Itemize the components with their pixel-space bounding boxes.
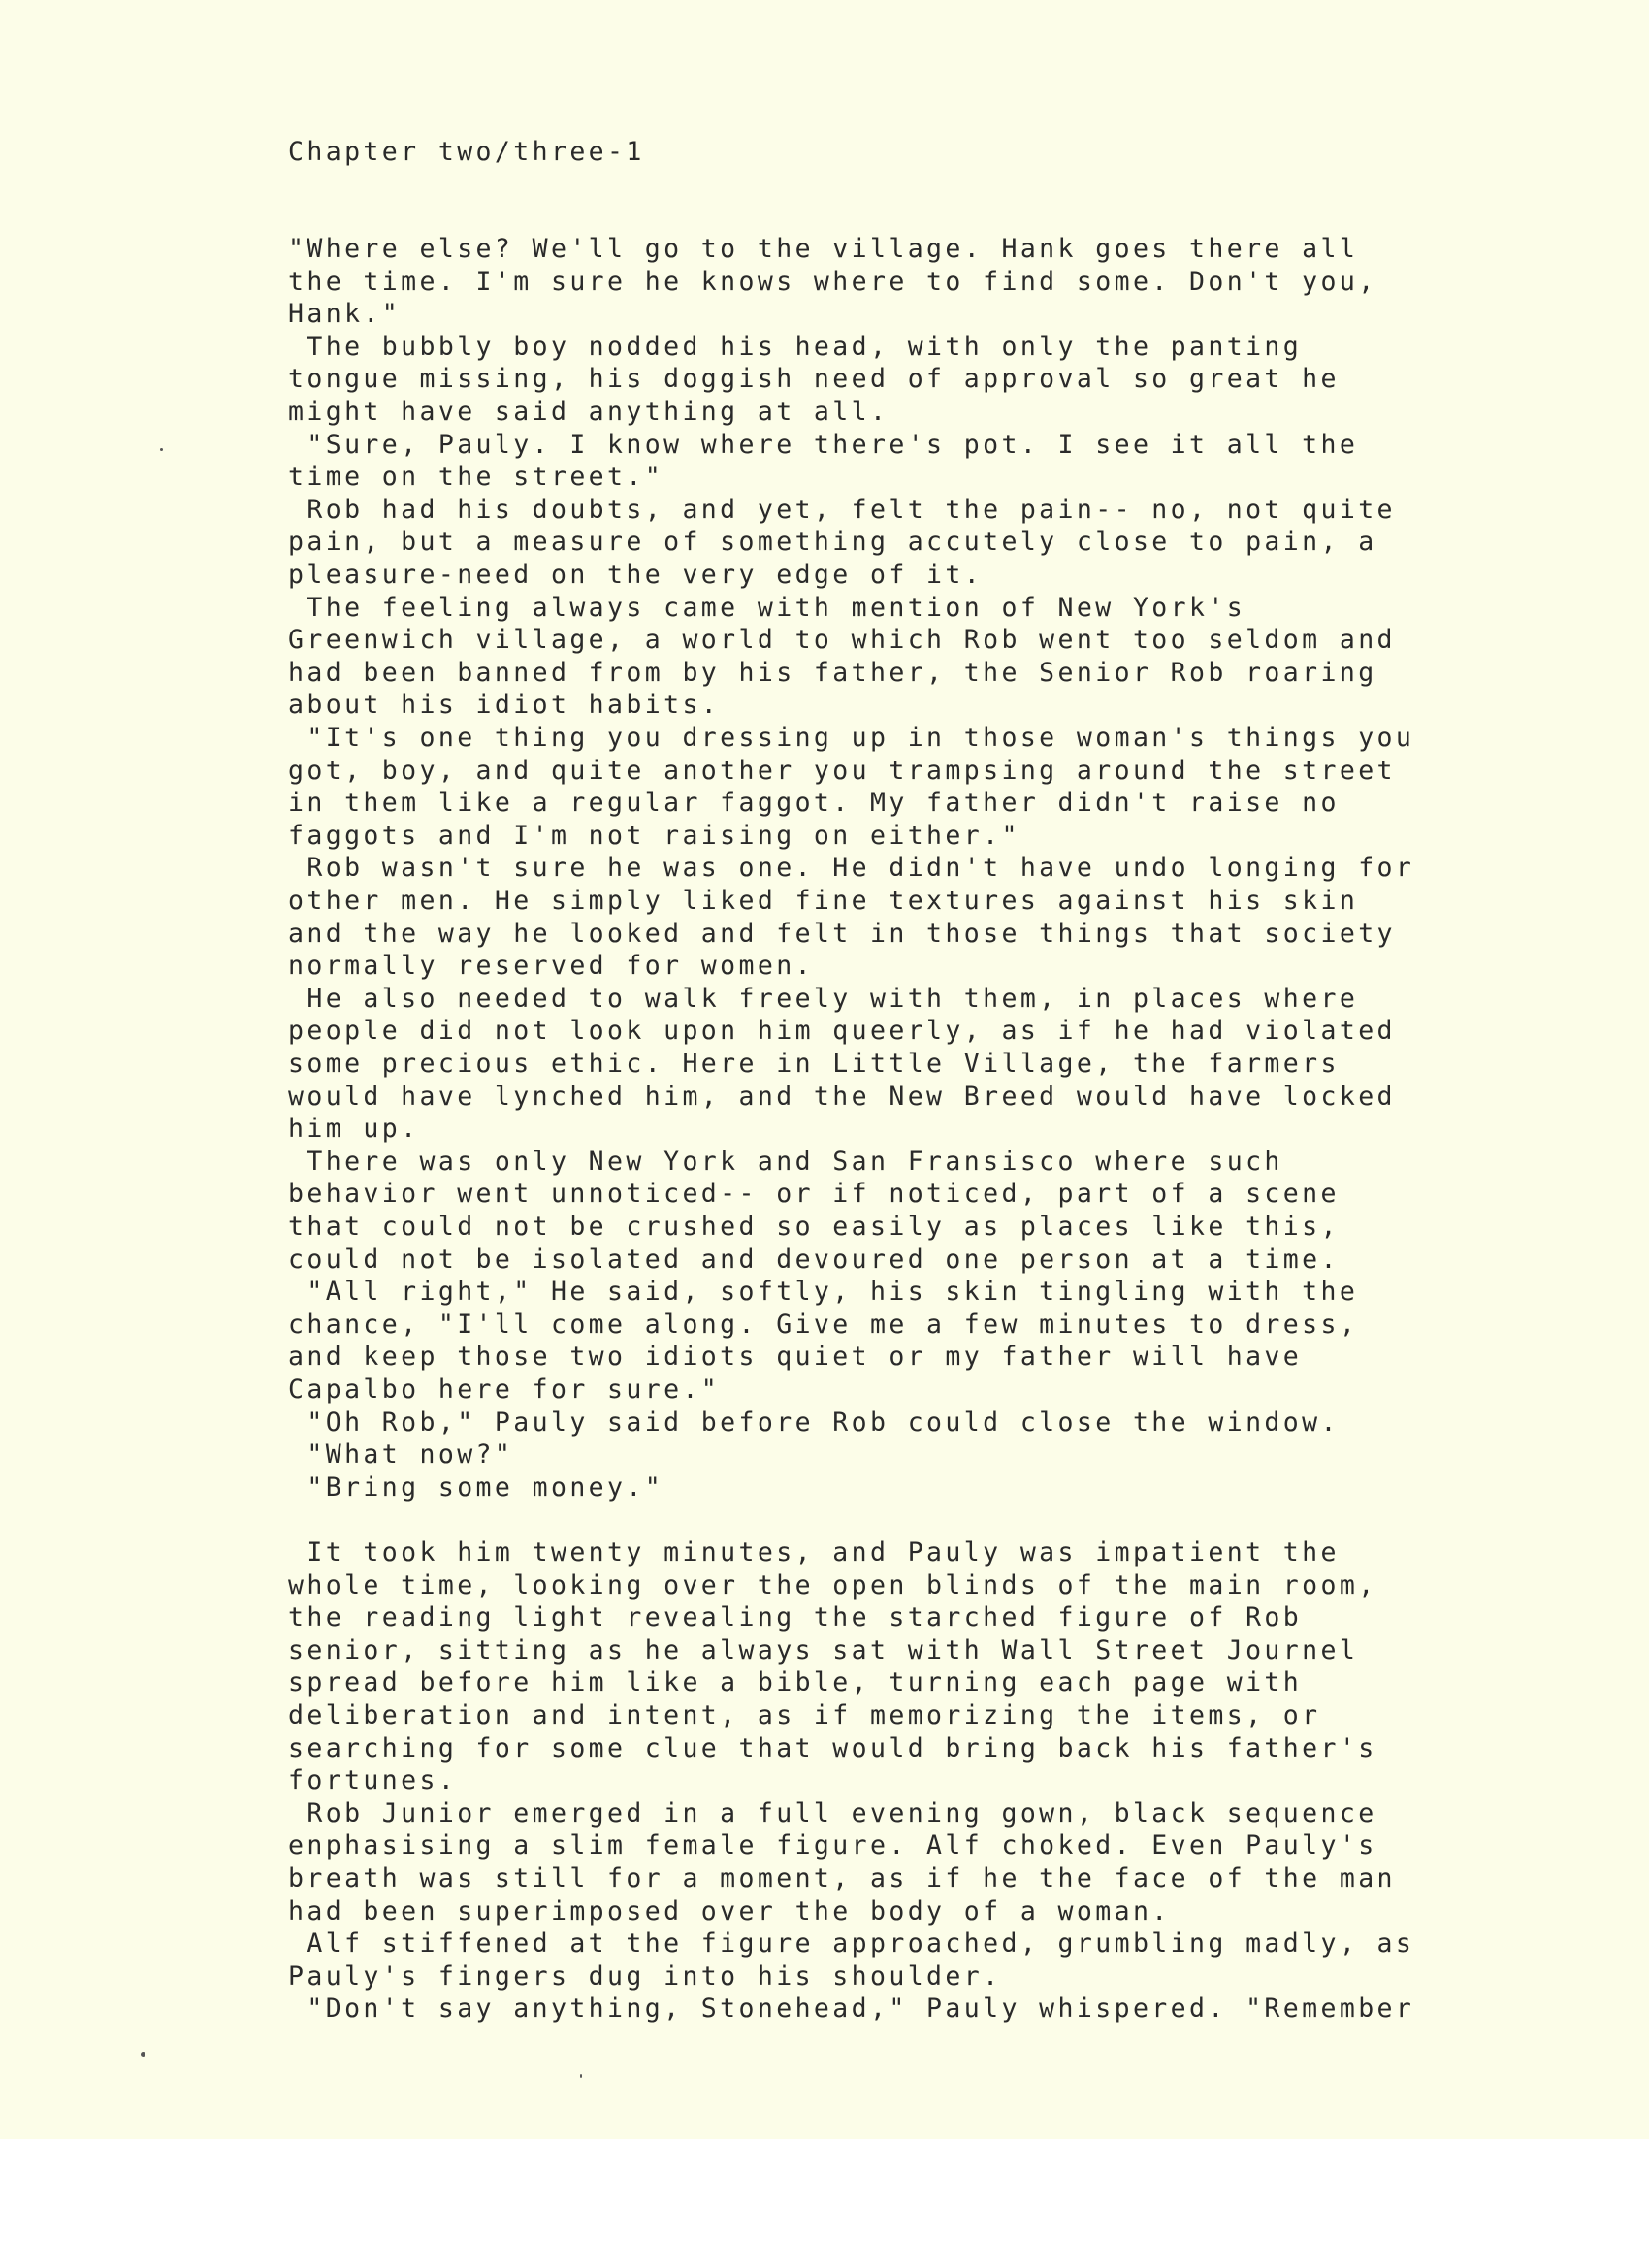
text-line: in them like a regular faggot. My father didn't raise no: [288, 788, 1340, 818]
text-line: Rob wasn't sure he was one. He didn't have undo longing for: [288, 853, 1415, 883]
text-line: breath was still for a moment, as if he the face of the man: [288, 1863, 1396, 1894]
text-line: had been superimposed over the body of a woman.: [288, 1896, 1171, 1927]
text-line: some precious ethic. Here in Little Village, the farmers: [288, 1049, 1340, 1079]
text-line: "Where else? We'll go to the village. Hank goes there all: [288, 234, 1359, 264]
text-line: searching for some clue that would bring back his father's: [288, 1733, 1377, 1764]
text-line: the time. I'm sure he knows where to find some. Don't you,: [288, 267, 1377, 297]
text-line: Capalbo here for sure.": [288, 1375, 721, 1405]
text-line: "Sure, Pauly. I know where there's pot. I see it all the: [288, 430, 1359, 460]
chapter-header: Chapter two/three-1: [288, 137, 645, 167]
text-line: enphasising a slim female figure. Alf choked. Even Pauly's: [288, 1831, 1377, 1861]
text-line: faggots and I'm not raising on either.": [288, 821, 1020, 851]
text-line: normally reserved for women.: [288, 951, 814, 981]
text-line: spread before him like a bible, turning each page with: [288, 1668, 1303, 1698]
text-line: He also needed to walk freely with them, in places where: [288, 984, 1359, 1014]
text-line: pleasure-need on the very edge of it.: [288, 560, 984, 590]
paper-speck: [160, 448, 163, 451]
text-line: got, boy, and quite another you trampsing around the street: [288, 756, 1396, 786]
text-line: and the way he looked and felt in those things that society: [288, 919, 1396, 949]
text-line: deliberation and intent, as if memorizing the items, or: [288, 1701, 1321, 1731]
text-line: "What now?": [288, 1440, 514, 1470]
text-line: The feeling always came with mention of New York's: [288, 593, 1246, 623]
text-line: Rob Junior emerged in a full evening gown, black sequence: [288, 1798, 1377, 1829]
text-line: about his idiot habits.: [288, 690, 721, 720]
text-line: "All right," He said, softly, his skin tingling with the: [288, 1277, 1359, 1307]
text-line: and keep those two idiots quiet or my father will have: [288, 1342, 1303, 1372]
text-line: chance, "I'll come along. Give me a few minutes to dress,: [288, 1310, 1359, 1340]
text-line: Greenwich village, a world to which Rob went too seldom and: [288, 625, 1396, 655]
text-line: There was only New York and San Fransisco where such: [288, 1147, 1283, 1177]
text-line: The bubbly boy nodded his head, with only the panting: [288, 332, 1303, 362]
text-line: could not be isolated and devoured one person at a time.: [288, 1245, 1340, 1275]
text-line: "Don't say anything, Stonehead," Pauly whispered. "Remember: [288, 1993, 1415, 2024]
text-line: the reading light revealing the starched figure of Rob: [288, 1603, 1303, 1633]
text-line: would have lynched him, and the New Breed would have locked: [288, 1082, 1396, 1112]
text-line: that could not be crushed so easily as places like this,: [288, 1212, 1340, 1242]
text-line: "Bring some money.": [288, 1473, 664, 1503]
text-line: pain, but a measure of something accutely close to pain, a: [288, 527, 1377, 557]
text-line: him up.: [288, 1114, 420, 1144]
text-line: time on the street.": [288, 462, 664, 492]
text-line: "It's one thing you dressing up in those woman's things you: [288, 723, 1415, 753]
text-line: Pauly's fingers dug into his shoulder.: [288, 1961, 1002, 1992]
text-line: had been banned from by his father, the Senior Rob roaring: [288, 658, 1377, 688]
text-line: people did not look upon him queerly, as if he had violated: [288, 1016, 1396, 1046]
text-line: senior, sitting as he always sat with Wall Street Journel: [288, 1636, 1359, 1666]
text-line: fortunes.: [288, 1766, 458, 1796]
text-line: might have said anything at all.: [288, 397, 889, 427]
text-line: tongue missing, his doggish need of approval so great he: [288, 364, 1340, 394]
text-line: whole time, looking over the open blinds of the main room,: [288, 1571, 1377, 1601]
paper-speck: [580, 2074, 582, 2078]
text-line: "Oh Rob," Pauly said before Rob could close the window.: [288, 1408, 1340, 1438]
text-line: Rob had his doubts, and yet, felt the pain-- no, not quite: [288, 495, 1396, 525]
text-line: other men. He simply liked fine textures against his skin: [288, 886, 1359, 916]
paper-speck: [141, 2052, 146, 2057]
text-line: Alf stiffened at the figure approached, grumbling madly, as: [288, 1928, 1415, 1959]
text-line: behavior went unnoticed-- or if noticed, part of a scene: [288, 1179, 1340, 1209]
text-line: Hank.": [288, 299, 402, 329]
text-line: It took him twenty minutes, and Pauly was impatient the: [288, 1538, 1340, 1568]
